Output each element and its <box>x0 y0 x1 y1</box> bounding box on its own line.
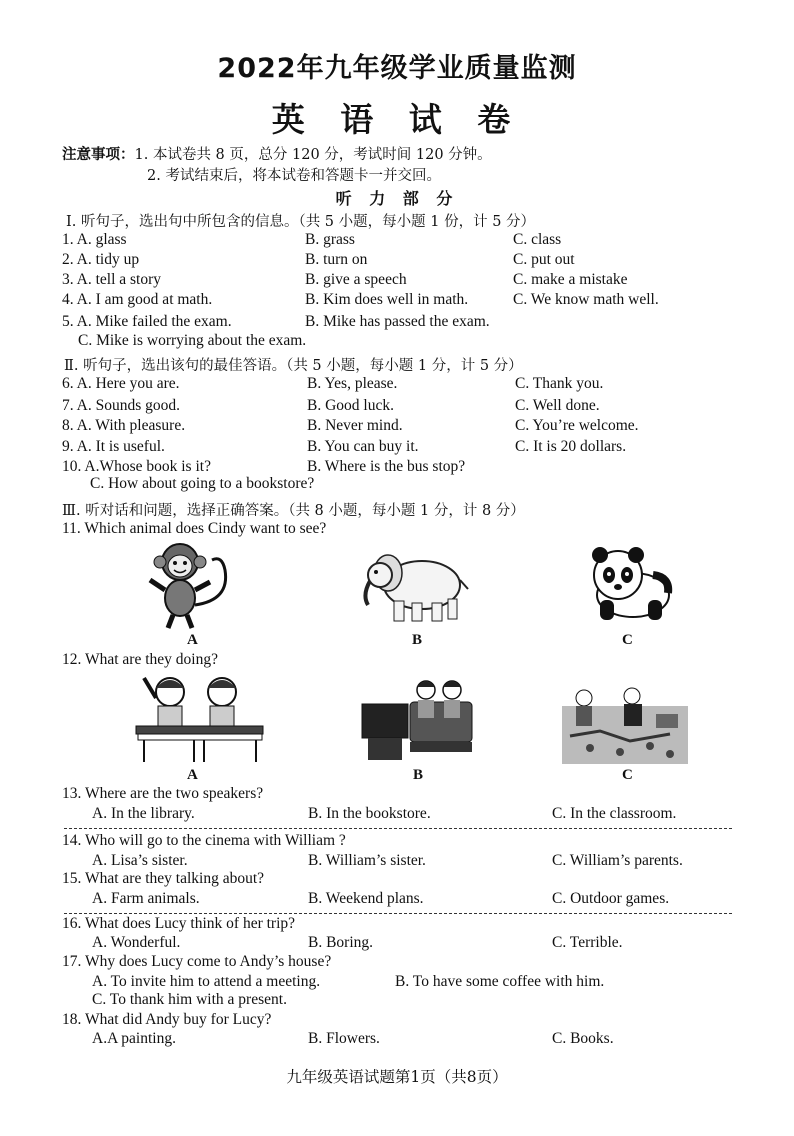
divider-2 <box>64 913 732 914</box>
q12-stem: 12. What are they doing? <box>62 651 218 668</box>
panda-picture <box>578 545 678 625</box>
q16-stem: 16. What does Lucy think of her trip? <box>62 915 296 932</box>
q17-option-a: A. To invite him to attend a meeting. <box>92 973 321 990</box>
q10-option-c: C. How about going to a bookstore? <box>90 475 315 492</box>
q6-option-b: B. Yes, please. <box>307 375 398 392</box>
watching-tv-picture <box>360 676 480 766</box>
q12-label-a: A <box>187 767 198 783</box>
monkey-picture <box>140 540 240 630</box>
q8-option-a: 8. A. With pleasure. <box>62 417 186 434</box>
elephant-picture <box>360 545 470 625</box>
section-3-heading: Ⅲ. 听对话和问题，选择正确答案。（共 8 小题，每小题 1 分，计 8 分） <box>62 503 525 519</box>
note-2: 2. 考试结束后，将本试卷和答题卡一并交回。 <box>147 168 441 184</box>
q15-option-a: A. Farm animals. <box>92 890 200 907</box>
q13-stem: 13. Where are the two speakers? <box>62 785 264 802</box>
q11-label-b: B <box>412 632 423 648</box>
q4-option-a: 4. A. I am good at math. <box>62 291 213 308</box>
playing-outdoors-picture <box>560 686 690 766</box>
q2-option-b: B. turn on <box>305 251 368 268</box>
q13-option-a: A. In the library. <box>92 805 195 822</box>
q8-option-b: B. Never mind. <box>307 417 403 434</box>
q12-label-c: C <box>622 767 633 783</box>
q5-option-c: C. Mike is worrying about the exam. <box>78 332 307 349</box>
note-1: 1. 本试卷共 8 页，总分 120 分，考试时间 120 分钟。 <box>134 147 492 163</box>
q15-option-c: C. Outdoor games. <box>552 890 670 907</box>
q16-option-a: A. Wonderful. <box>92 934 181 951</box>
q1-option-b: B. grass <box>305 231 355 248</box>
q17-option-c: C. To thank him with a present. <box>92 991 287 1008</box>
q14-option-a: A. Lisa’s sister. <box>92 852 188 869</box>
q14-stem: 14. Who will go to the cinema with William ? <box>62 832 346 849</box>
q7-option-a: 7. A. Sounds good. <box>62 397 180 414</box>
q3-option-a: 3. A. tell a story <box>62 271 162 288</box>
exam-subject: 英 语 试 卷 <box>271 100 523 139</box>
q6-option-a: 6. A. Here you are. <box>62 375 180 392</box>
q4-option-c: C. We know math well. <box>513 291 659 308</box>
q18-option-a: A.A painting. <box>92 1030 176 1047</box>
q5-option-a: 5. A. Mike failed the exam. <box>62 313 232 330</box>
q8-option-c: C. You’re welcome. <box>515 417 639 434</box>
q16-option-b: B. Boring. <box>308 934 374 951</box>
section-2-heading: Ⅱ. 听句子，选出该句的最佳答语。（共 5 小题，每小题 1 分，计 5 分） <box>64 358 523 374</box>
q18-stem: 18. What did Andy buy for Lucy? <box>62 1011 272 1028</box>
q15-option-b: B. Weekend plans. <box>308 890 424 907</box>
q6-option-c: C. Thank you. <box>515 375 604 392</box>
q7-option-c: C. Well done. <box>515 397 600 414</box>
q18-option-c: C. Books. <box>552 1030 614 1047</box>
q13-option-b: B. In the bookstore. <box>308 805 431 822</box>
q17-stem: 17. Why does Lucy come to Andy’s house? <box>62 953 332 970</box>
q5-option-b: B. Mike has passed the exam. <box>305 313 490 330</box>
q18-option-b: B. Flowers. <box>308 1030 380 1047</box>
q2-option-c: C. put out <box>513 251 575 268</box>
q10-option-b: B. Where is the bus stop? <box>307 458 466 475</box>
section-1-heading: Ⅰ. 听句子，选出句中所包含的信息。（共 5 小题，每小题 1 份，计 5 分） <box>66 214 536 230</box>
part-title: 听 力 部 分 <box>335 189 459 208</box>
divider-1 <box>64 828 732 829</box>
q9-option-c: C. It is 20 dollars. <box>515 438 627 455</box>
page-footer: 九年级英语试题第1页（共8页） <box>286 1068 508 1086</box>
q9-option-a: 9. A. It is useful. <box>62 438 165 455</box>
q11-label-c: C <box>622 632 633 648</box>
q17-option-b: B. To have some coffee with him. <box>395 973 605 990</box>
q11-label-a: A <box>187 632 198 648</box>
q3-option-b: B. give a speech <box>305 271 407 288</box>
q7-option-b: B. Good luck. <box>307 397 394 414</box>
q12-label-b: B <box>413 767 424 783</box>
q4-option-b: B. Kim does well in math. <box>305 291 469 308</box>
q13-option-c: C. In the classroom. <box>552 805 677 822</box>
q14-option-b: B. William’s sister. <box>308 852 426 869</box>
q10-option-a: 10. A.Whose book is it? <box>62 458 211 475</box>
students-in-class-picture <box>132 670 267 765</box>
notes-line-1 <box>62 143 492 164</box>
q1-option-c: C. class <box>513 231 562 248</box>
q16-option-c: C. Terrible. <box>552 934 623 951</box>
q3-option-c: C. make a mistake <box>513 271 628 288</box>
notes-label: 注意事项： <box>62 147 135 163</box>
q1-option-a: 1. A. glass <box>62 231 127 248</box>
exam-title: 2022年九年级学业质量监测 <box>217 53 577 84</box>
q9-option-b: B. You can buy it. <box>307 438 419 455</box>
q11-stem: 11. Which animal does Cindy want to see? <box>62 520 327 537</box>
q2-option-a: 2. A. tidy up <box>62 251 140 268</box>
q14-option-c: C. William’s parents. <box>552 852 683 869</box>
q15-stem: 15. What are they talking about? <box>62 870 265 887</box>
